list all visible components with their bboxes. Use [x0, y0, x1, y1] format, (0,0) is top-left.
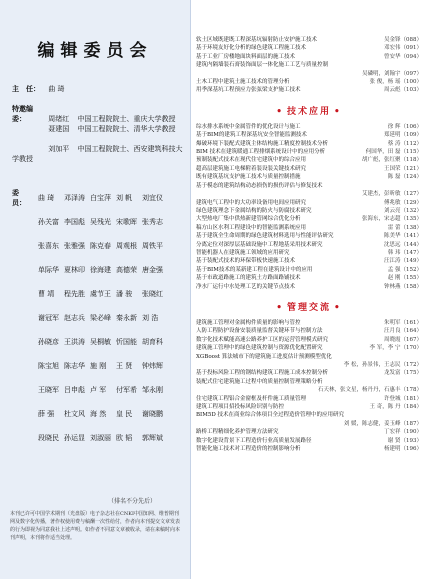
table-of-contents — [196, 36, 422, 453]
member-name: 周观根 — [116, 242, 137, 250]
toc-item[interactable] — [196, 249, 422, 257]
advisor-name: 刘加平 — [48, 145, 70, 153]
toc-title: 建筑施工管理对金属构件质量的影响与管控 — [196, 319, 301, 326]
toc-section-tech — [196, 123, 422, 291]
members-row — [12, 282, 186, 306]
section-heading-tech: • 技术应用 • — [196, 104, 422, 117]
toc-author: 刘云亮（132） — [384, 207, 422, 214]
toc-item[interactable] — [196, 156, 422, 164]
toc-item[interactable] — [196, 36, 422, 44]
editorial-board-panel — [0, 0, 191, 579]
member-name: 曲 琦 — [38, 194, 55, 202]
toc-title: XGBoost 算法城市下的建筑施工进度估计预测模型优化 — [196, 353, 332, 360]
toc-title: 智能化施工技术对工程造价的控制影响分析 — [196, 446, 301, 453]
member-name: 皇 民 — [116, 410, 133, 418]
member-name: 白宝萍 — [90, 194, 111, 202]
toc-item[interactable] — [196, 232, 422, 240]
toc-item[interactable] — [196, 369, 422, 377]
toc-author: 陈美华（141） — [384, 233, 422, 240]
toc-item[interactable] — [196, 199, 422, 207]
members-row — [12, 186, 186, 210]
members-row — [12, 402, 186, 426]
toc-title: 预制装配式技术在现代住宅建筑中的综合应用 — [196, 157, 307, 164]
toc-author: 艾建杰，彭昕敏（127） — [362, 191, 422, 198]
toc-author: 陈 磊（124） — [387, 174, 422, 181]
member-name: 孙运显 — [64, 434, 85, 442]
toc-item[interactable] — [196, 336, 422, 344]
chief-row — [12, 84, 64, 94]
member-name: 刘 帆 — [116, 194, 133, 202]
member-name: 王晓军 — [38, 386, 59, 394]
toc-author: 徐 辉（106） — [387, 123, 422, 130]
toc-item[interactable] — [196, 274, 422, 282]
toc-author: 吴磷明，刘翰宇（097） — [362, 70, 422, 77]
advisor-affiliation: 中国工程院院士、西安建筑科技大学教授 — [12, 145, 183, 163]
advisor-name: 聂建国 — [48, 125, 70, 133]
member-name: 刘淑丽 — [90, 434, 111, 442]
member-name: 周铁平 — [142, 242, 163, 250]
toc-author: 雷 蕾（138） — [387, 224, 422, 231]
toc-item[interactable] — [196, 70, 422, 78]
toc-author: 石天林，张文星，杨丹丹，石惠丰（178） — [318, 387, 422, 394]
member-name: 段晓民 — [38, 434, 59, 442]
toc-item[interactable] — [196, 420, 422, 428]
member-name: 王 贤 — [116, 362, 133, 370]
member-name: 陈志华 — [64, 362, 85, 370]
member-name: 高德荣 — [116, 266, 137, 274]
toc-title: 人防工程防护设备安装质量监督关键环节与控制方法 — [196, 328, 323, 335]
member-name: 忻国能 — [116, 338, 137, 346]
member-name: 胡育科 — [142, 338, 163, 346]
toc-title: 分离定位对深厚层基础设施中工程地基采用技术研究 — [196, 241, 323, 248]
member-name: 潘 骏 — [116, 290, 133, 298]
member-name: 孙晓彦 — [38, 338, 59, 346]
toc-item[interactable] — [196, 215, 422, 223]
members-label: 委 员： — [12, 188, 26, 207]
toc-item[interactable] — [196, 428, 422, 436]
member-name: 郭辉斌 — [142, 434, 163, 442]
toc-top-group — [196, 36, 422, 95]
advisor-affiliation: 中国工程院院士、重庆大学教授 — [77, 115, 176, 123]
members-row — [12, 426, 186, 450]
toc-author: 龙发富（175） — [384, 370, 422, 377]
toc-title: 住宅建筑工程铝合金窗框及杆件施工质量管理 — [196, 395, 307, 402]
toc-item[interactable] — [196, 131, 422, 139]
member-name: 宋歌晖 — [116, 218, 137, 226]
toc-author: 何国华，田 磊（115） — [365, 149, 422, 156]
member-name: 付军希 — [116, 386, 137, 394]
member-name: 赵志兵 — [64, 314, 85, 322]
toc-author: 赵 刚（155） — [387, 275, 422, 282]
toc-title: 既有建筑基坑支护施工技术与质量控制措施 — [196, 174, 301, 181]
toc-title: 基于建筑全生命周期的绿色建筑材料选用与性能评估研究 — [196, 233, 334, 240]
toc-title: 基于投标风险工程的钢结构建筑工程施工成本控制分析 — [196, 370, 329, 377]
member-name: 邓泽涛 — [64, 194, 85, 202]
toc-item[interactable] — [196, 165, 422, 173]
member-name: 虞节王 — [90, 290, 111, 298]
member-name: 吕申彪 — [64, 386, 85, 394]
toc-author: 钟林燕（158） — [384, 283, 422, 290]
member-name: 欧 韬 — [116, 434, 133, 442]
member-name: 卢 军 — [90, 386, 107, 394]
toc-title: BIM 技术在建筑暖通工程排烟系统设计中的应用分析 — [196, 149, 326, 156]
member-name: 张晓红 — [142, 290, 163, 298]
toc-author: 刘 媛，陈志健，姜玉峰（187） — [343, 420, 422, 427]
member-name: 海 然 — [90, 410, 107, 418]
toc-item[interactable] — [196, 190, 422, 198]
member-name: 张喜东 — [38, 242, 59, 250]
toc-author: 郑延明（109） — [384, 132, 422, 139]
member-name: 刘宜仪 — [142, 194, 163, 202]
toc-author: 李 军，李 宁（170） — [369, 345, 422, 352]
toc-title: 基于装配式技术的环保带板快速施工技术 — [196, 258, 296, 265]
advisor-row-3 — [12, 144, 184, 164]
toc-title: 建筑电气工程中的大功率设备用电间应用研究 — [196, 199, 307, 206]
toc-item[interactable] — [196, 207, 422, 215]
advisor-label: 特邀编委： — [12, 104, 33, 123]
member-name: 钟炜辉 — [142, 362, 163, 370]
toc-title: 土木工程中建筑土施工技术的管理分析 — [196, 79, 290, 86]
toc-title: 用季深基坑工程预应力张弦梁支护施工技术 — [196, 87, 301, 94]
toc-item[interactable] — [196, 173, 422, 181]
toc-author: 王国荣（121） — [384, 165, 422, 172]
members-row — [12, 210, 186, 234]
toc-item[interactable] — [196, 361, 422, 369]
toc-author: 王 奇，陈 丹（184） — [369, 404, 422, 411]
toc-item[interactable] — [196, 344, 422, 352]
toc-item[interactable] — [196, 437, 422, 445]
toc-section-management — [196, 319, 422, 454]
toc-title: 大型热电厂集中供热新建管网综合优化分析 — [196, 216, 301, 223]
toc-author: 沈思远（144） — [384, 241, 422, 248]
member-name: 梁必峰 — [90, 314, 111, 322]
toc-author: 周云彪（103） — [384, 87, 422, 94]
toc-item[interactable] — [196, 411, 422, 419]
toc-title: 基于工业厂房楼地面块料面层的施工技术 — [196, 53, 296, 60]
toc-author: 蔡 涛（112） — [387, 140, 422, 147]
toc-author: 汪江涛（149） — [384, 258, 422, 265]
member-name: 孙关富 — [38, 218, 59, 226]
toc-title: 基于BIM的建筑工程深基坑安全智能监测技术 — [196, 132, 307, 139]
toc-author: 张 俊，杨 瑶（100） — [369, 79, 422, 86]
toc-author: 李 松，孙景伟，王志民（172） — [343, 362, 422, 368]
toc-item[interactable] — [196, 266, 422, 274]
advisor-row-1 — [12, 104, 175, 124]
toc-title: 装配式住宅建筑施工过程中的质量控制管理策略分析 — [196, 378, 323, 385]
member-name: 李国彪 — [64, 218, 85, 226]
toc-author: 曾安华（094） — [384, 53, 422, 60]
member-name: 谢冠军 — [38, 314, 59, 322]
section-heading-management: • 管理交流 • — [196, 300, 422, 313]
members-row — [12, 234, 186, 258]
ranking-note: （排名不分先后） — [108, 498, 157, 505]
toc-item[interactable] — [196, 241, 422, 249]
toc-title: 净水厂运行中水处理工艺的关键节点技术 — [196, 283, 296, 290]
toc-title: BIM5D 技术在商业综合体项目全过程造价管理中的应用研究 — [196, 412, 345, 419]
member-name: 邹永刚 — [142, 386, 163, 394]
toc-item[interactable] — [196, 257, 422, 265]
member-name: 夏林印 — [64, 266, 85, 274]
toc-title: 智能机器人在建筑施工领域的应用研究 — [196, 249, 290, 256]
toc-title: 稿方山区水利工程建设中的智能监测系统应用 — [196, 224, 307, 231]
member-name: 秦永新 — [116, 314, 137, 322]
toc-title: 数字化技术赋能高速公路养护工区的运营管理模式研究 — [196, 336, 329, 343]
toc-item[interactable] — [196, 78, 422, 86]
member-name: 陈克春 — [90, 242, 111, 250]
members-row — [12, 354, 186, 378]
toc-title: 基于环境友好化分析的绿色建筑工程施工技术 — [196, 45, 307, 52]
toc-author: 傅兆敏（129） — [384, 199, 422, 206]
toc-title: 路桥工程精细化养护管理方法研究 — [196, 429, 279, 436]
toc-title: 基于模态的建筑结构动态损伤的损伤评估与修复技术 — [196, 182, 323, 189]
toc-author: 朱明军（161） — [384, 319, 422, 326]
member-name: 施 刚 — [90, 362, 107, 370]
member-name: 杜文风 — [64, 410, 85, 418]
toc-item[interactable] — [196, 61, 422, 69]
chief-name: 曲 琦 — [48, 85, 65, 93]
member-name: 薛 强 — [38, 410, 55, 418]
advisor-name: 周绪红 — [48, 115, 70, 123]
member-name: 谢晓鹏 — [142, 410, 163, 418]
toc-title: 超高层建筑施工电梯附着装设装关键技术研究 — [196, 165, 307, 172]
toc-item[interactable] — [196, 53, 422, 61]
toc-item[interactable] — [196, 327, 422, 335]
toc-title: 数字化建设背景下工程造价行业高质量发展路径 — [196, 437, 312, 444]
toc-item[interactable] — [196, 445, 422, 453]
toc-author: 周晓霞（167） — [384, 336, 422, 343]
members-row — [12, 306, 186, 330]
advisor-affiliation: 中国工程院院士、清华大学教授 — [77, 125, 176, 133]
members-list — [12, 186, 186, 450]
toc-title: 软土区域既建既工程深基坑辐射防止安护施工技术 — [196, 37, 318, 43]
chief-label: 主 任： — [12, 84, 40, 93]
toc-item[interactable] — [196, 283, 422, 291]
member-name: 徐海建 — [90, 266, 111, 274]
toc-item[interactable] — [196, 123, 422, 131]
member-name: 刘 浩 — [142, 314, 159, 322]
member-name: 吴残光 — [90, 218, 111, 226]
members-row — [12, 378, 186, 402]
toc-item[interactable] — [196, 224, 422, 232]
members-row — [12, 258, 186, 282]
member-name: 张秀志 — [142, 218, 163, 226]
toc-author: 邓宏伟（091） — [384, 45, 422, 52]
toc-title: 爆破环境下装配式建筑主体结构施工精度控制技术分析 — [196, 140, 329, 147]
board-title: 编辑委员会 — [37, 41, 153, 61]
toc-item[interactable] — [196, 148, 422, 156]
member-name: 程先胜 — [64, 290, 85, 298]
toc-title: 基于市政道路施工的建筑土方路面路铺技术 — [196, 275, 301, 282]
toc-title: 建筑工程项目招投标风险识别与防控 — [196, 404, 285, 411]
toc-item[interactable] — [196, 44, 422, 52]
toc-author: 张海东，宋志超（135） — [362, 216, 422, 223]
toc-title: 绿色建筑理念下金属结构的防火与防腐技术研究 — [196, 207, 312, 214]
member-name: 陈宝旭 — [38, 362, 59, 370]
toc-title: 建筑施工管理中的绿色建筑控制与资源优化配置研究 — [196, 345, 323, 352]
toc-author: 杨建明（196） — [384, 446, 422, 453]
toc-item[interactable] — [196, 140, 422, 148]
toc-item[interactable] — [196, 386, 422, 394]
toc-item[interactable] — [196, 182, 422, 190]
toc-author: 孟 强（152） — [387, 266, 422, 273]
toc-item[interactable] — [196, 395, 422, 403]
copyright-statement: 本刊已许可中国学术期刊（光盘版）电子杂志社在CNKI中国知网、维普期刊网及数字化传播，著作权使用费与稿酬一次性给付，作者向本刊提交文章发表的行为即视为同意我社上述声明。如作者不同意文章被收录，请在来稿时向本刊声明，本刊将作适当处理。 — [10, 511, 181, 541]
toc-item[interactable] — [196, 403, 422, 411]
toc-item[interactable] — [196, 86, 422, 94]
members-row — [12, 330, 186, 354]
member-name: 张雅强 — [64, 242, 85, 250]
toc-author: 胡广彪，张红聚（118） — [362, 157, 422, 164]
toc-author: 韩 玮（147） — [387, 249, 422, 256]
toc-author: 谢 贤（193） — [387, 437, 422, 444]
member-name: 王洪涛 — [64, 338, 85, 346]
toc-item[interactable] — [196, 319, 422, 327]
member-name: 单际华 — [38, 266, 59, 274]
toc-author: 汪月良（164） — [384, 328, 422, 335]
member-name: 唐金强 — [142, 266, 163, 274]
member-name: 曹 靖 — [38, 290, 55, 298]
toc-author: 丁宏祥（190） — [384, 429, 422, 436]
advisor-row-2 — [12, 124, 175, 134]
toc-item[interactable] — [196, 378, 422, 386]
member-name: 吴桐敏 — [90, 338, 111, 346]
toc-title: 综水排水系统中金属管件的优化设计与施工 — [196, 123, 301, 130]
toc-title: 基于BIM技术的某新建工程在建筑设计中的应用 — [196, 266, 313, 273]
toc-item[interactable] — [196, 353, 422, 361]
toc-title: 建筑内隔墙装石膏装饰面层一体化施工工艺与质量控制 — [196, 62, 329, 69]
toc-author: 许登城（181） — [384, 395, 422, 402]
toc-author: 吴金锋（088） — [384, 37, 422, 43]
